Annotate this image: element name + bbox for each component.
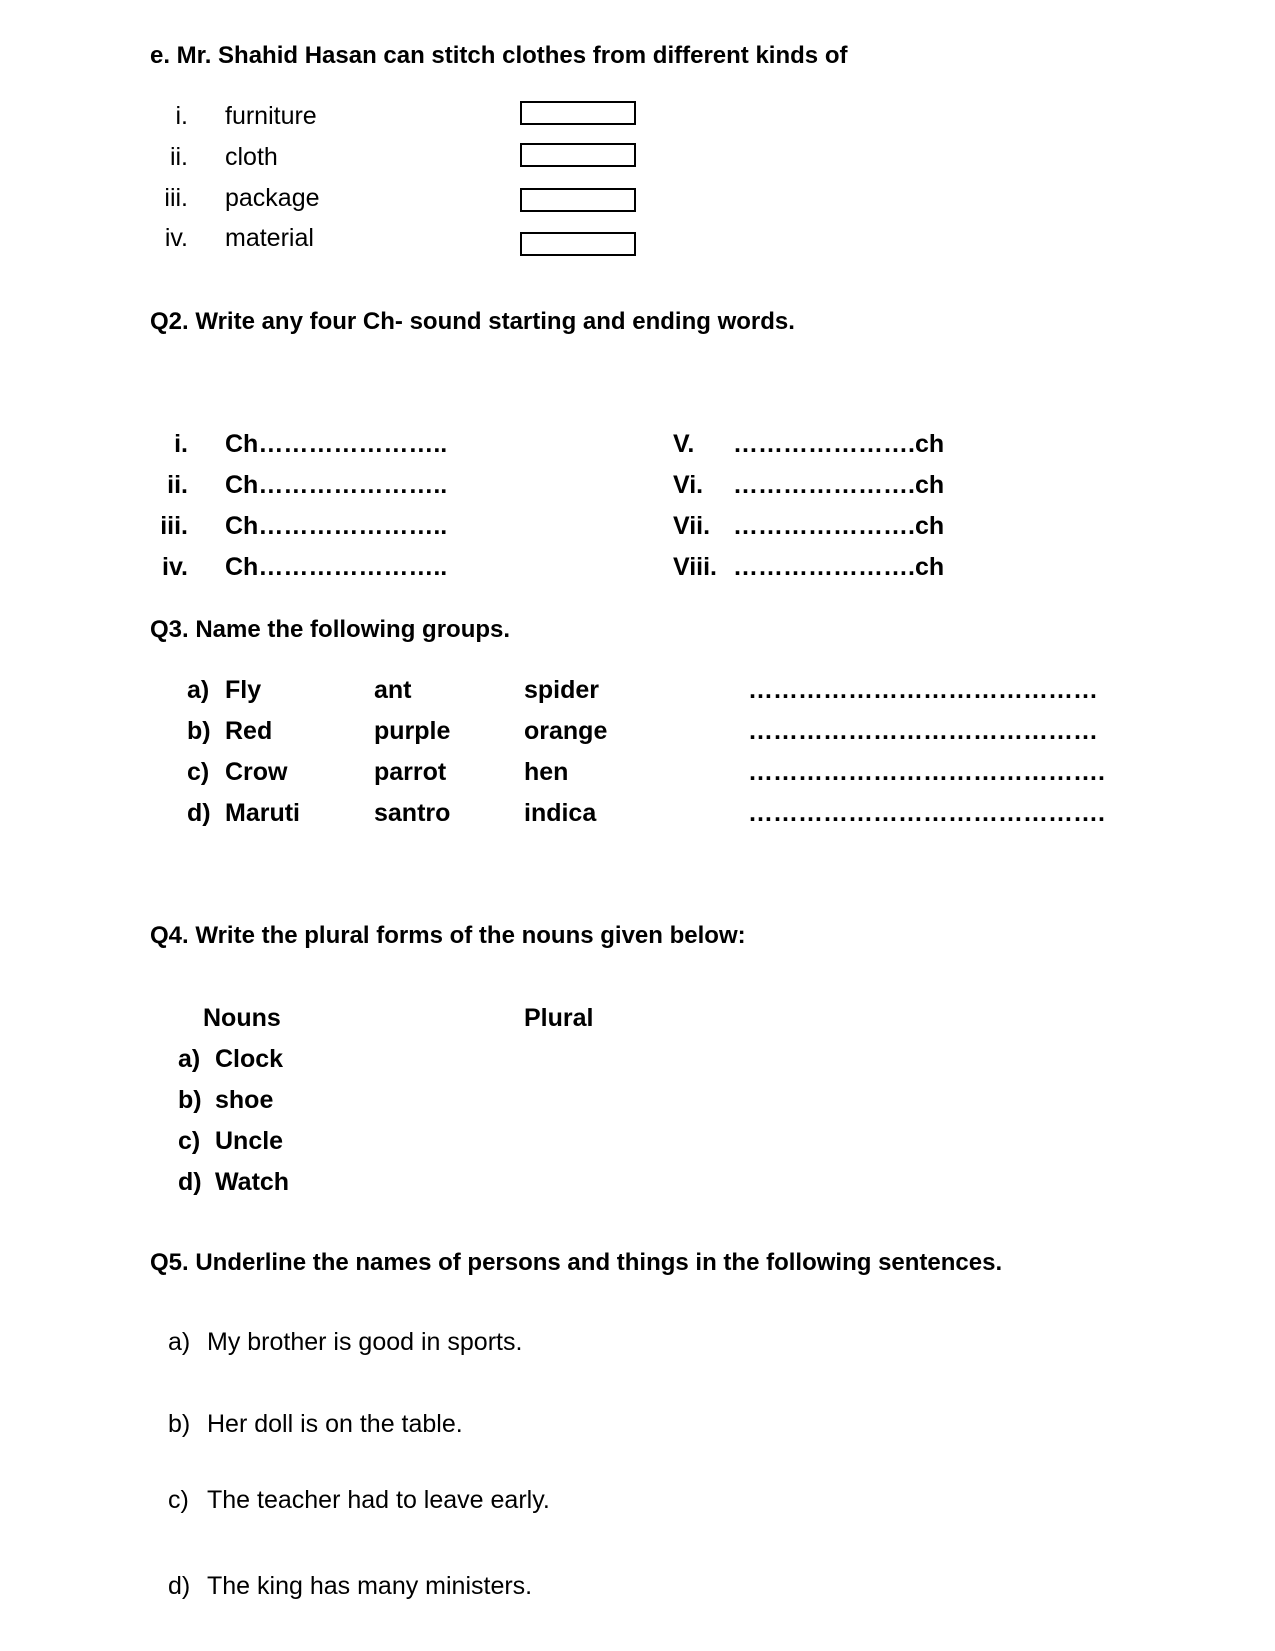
q5-sentence-label: b) — [168, 1410, 191, 1438]
q1e-option-num: iii. — [164, 184, 188, 212]
q1e-question: e. Mr. Shahid Hasan can stitch clothes from different kinds of — [150, 42, 848, 69]
q4-noun-label: d) — [178, 1168, 202, 1196]
q5-sentence[interactable]: The king has many ministers. — [207, 1572, 533, 1600]
q3-word: hen — [524, 758, 569, 786]
q1e-answer-box[interactable] — [520, 101, 636, 125]
q3-question: Q3. Name the following groups. — [150, 616, 511, 643]
q2-start-num: iii. — [160, 512, 188, 540]
q2-end-blank: ………………….ch — [733, 430, 945, 458]
q4-col-plural: Plural — [524, 1004, 594, 1032]
q4-noun-label: a) — [178, 1045, 201, 1073]
q4-col-nouns: Nouns — [203, 1004, 281, 1032]
q3-answer-blank: ……………………………………. — [748, 758, 1105, 786]
q4-noun: shoe — [215, 1086, 274, 1114]
q3-word: purple — [374, 717, 451, 745]
q1e-option-num: i. — [175, 102, 188, 130]
q2-end-blank: ………………….ch — [733, 471, 945, 499]
q3-word: Red — [225, 717, 273, 745]
q4-noun: Watch — [215, 1168, 290, 1196]
q3-word: Crow — [225, 758, 288, 786]
q3-row-label: c) — [187, 758, 210, 786]
q3-word: santro — [374, 799, 451, 827]
q4-noun-label: c) — [178, 1127, 201, 1155]
q3-word: spider — [524, 676, 600, 704]
q1e-answer-box[interactable] — [520, 232, 636, 256]
q2-start-blank: Ch………………….. — [225, 512, 448, 540]
q1e-option-text: material — [225, 224, 314, 252]
q5-sentence[interactable]: The teacher had to leave early. — [207, 1486, 550, 1514]
q4-noun: Uncle — [215, 1127, 284, 1155]
q3-answer-blank: …………………………………… — [748, 717, 1098, 745]
q3-word: parrot — [374, 758, 447, 786]
q3-answer-blank: ……………………………………. — [748, 799, 1105, 827]
q5-sentence[interactable]: Her doll is on the table. — [207, 1410, 463, 1438]
q3-word: Maruti — [225, 799, 300, 827]
q1e-option-text: package — [225, 184, 320, 212]
q2-start-blank: Ch………………….. — [225, 471, 448, 499]
q3-word: orange — [524, 717, 608, 745]
q2-end-blank: ………………….ch — [733, 553, 945, 581]
q1e-option-num: ii. — [169, 143, 188, 171]
q3-word: indica — [524, 799, 597, 827]
q3-row-label: b) — [187, 717, 211, 745]
q2-end-num: Vi. — [673, 471, 704, 499]
q2-end-num: Viii. — [673, 553, 718, 581]
q3-word: Fly — [225, 676, 262, 704]
q3-row-label: d) — [187, 799, 211, 827]
q2-start-blank: Ch………………….. — [225, 430, 448, 458]
q3-word: ant — [374, 676, 412, 704]
q2-question: Q2. Write any four Ch- sound starting and ending words. — [150, 308, 795, 335]
q2-start-blank: Ch………………….. — [225, 553, 448, 581]
q4-noun: Clock — [215, 1045, 284, 1073]
q2-start-num: ii. — [167, 471, 188, 499]
q5-sentence-label: d) — [168, 1572, 191, 1600]
q1e-option-num: iv. — [164, 224, 188, 252]
q3-answer-blank: …………………………………… — [748, 676, 1098, 704]
q2-end-num: V. — [673, 430, 695, 458]
q4-question: Q4. Write the plural forms of the nouns given below: — [150, 922, 746, 949]
q3-row-label: a) — [187, 676, 210, 704]
q2-start-num: i. — [174, 430, 188, 458]
q2-end-num: Vii. — [673, 512, 711, 540]
q1e-answer-box[interactable] — [520, 143, 636, 167]
q1e-option-text: furniture — [225, 102, 317, 130]
q5-question: Q5. Underline the names of persons and things in the following sentences. — [150, 1249, 1003, 1276]
q5-sentence-label: c) — [168, 1486, 189, 1514]
q4-noun-label: b) — [178, 1086, 202, 1114]
q5-sentence-label: a) — [168, 1328, 191, 1356]
q1e-option-text: cloth — [225, 143, 278, 171]
q2-start-num: iv. — [162, 553, 188, 581]
q2-end-blank: ………………….ch — [733, 512, 945, 540]
q5-sentence[interactable]: My brother is good in sports. — [207, 1328, 523, 1356]
q1e-answer-box[interactable] — [520, 188, 636, 212]
